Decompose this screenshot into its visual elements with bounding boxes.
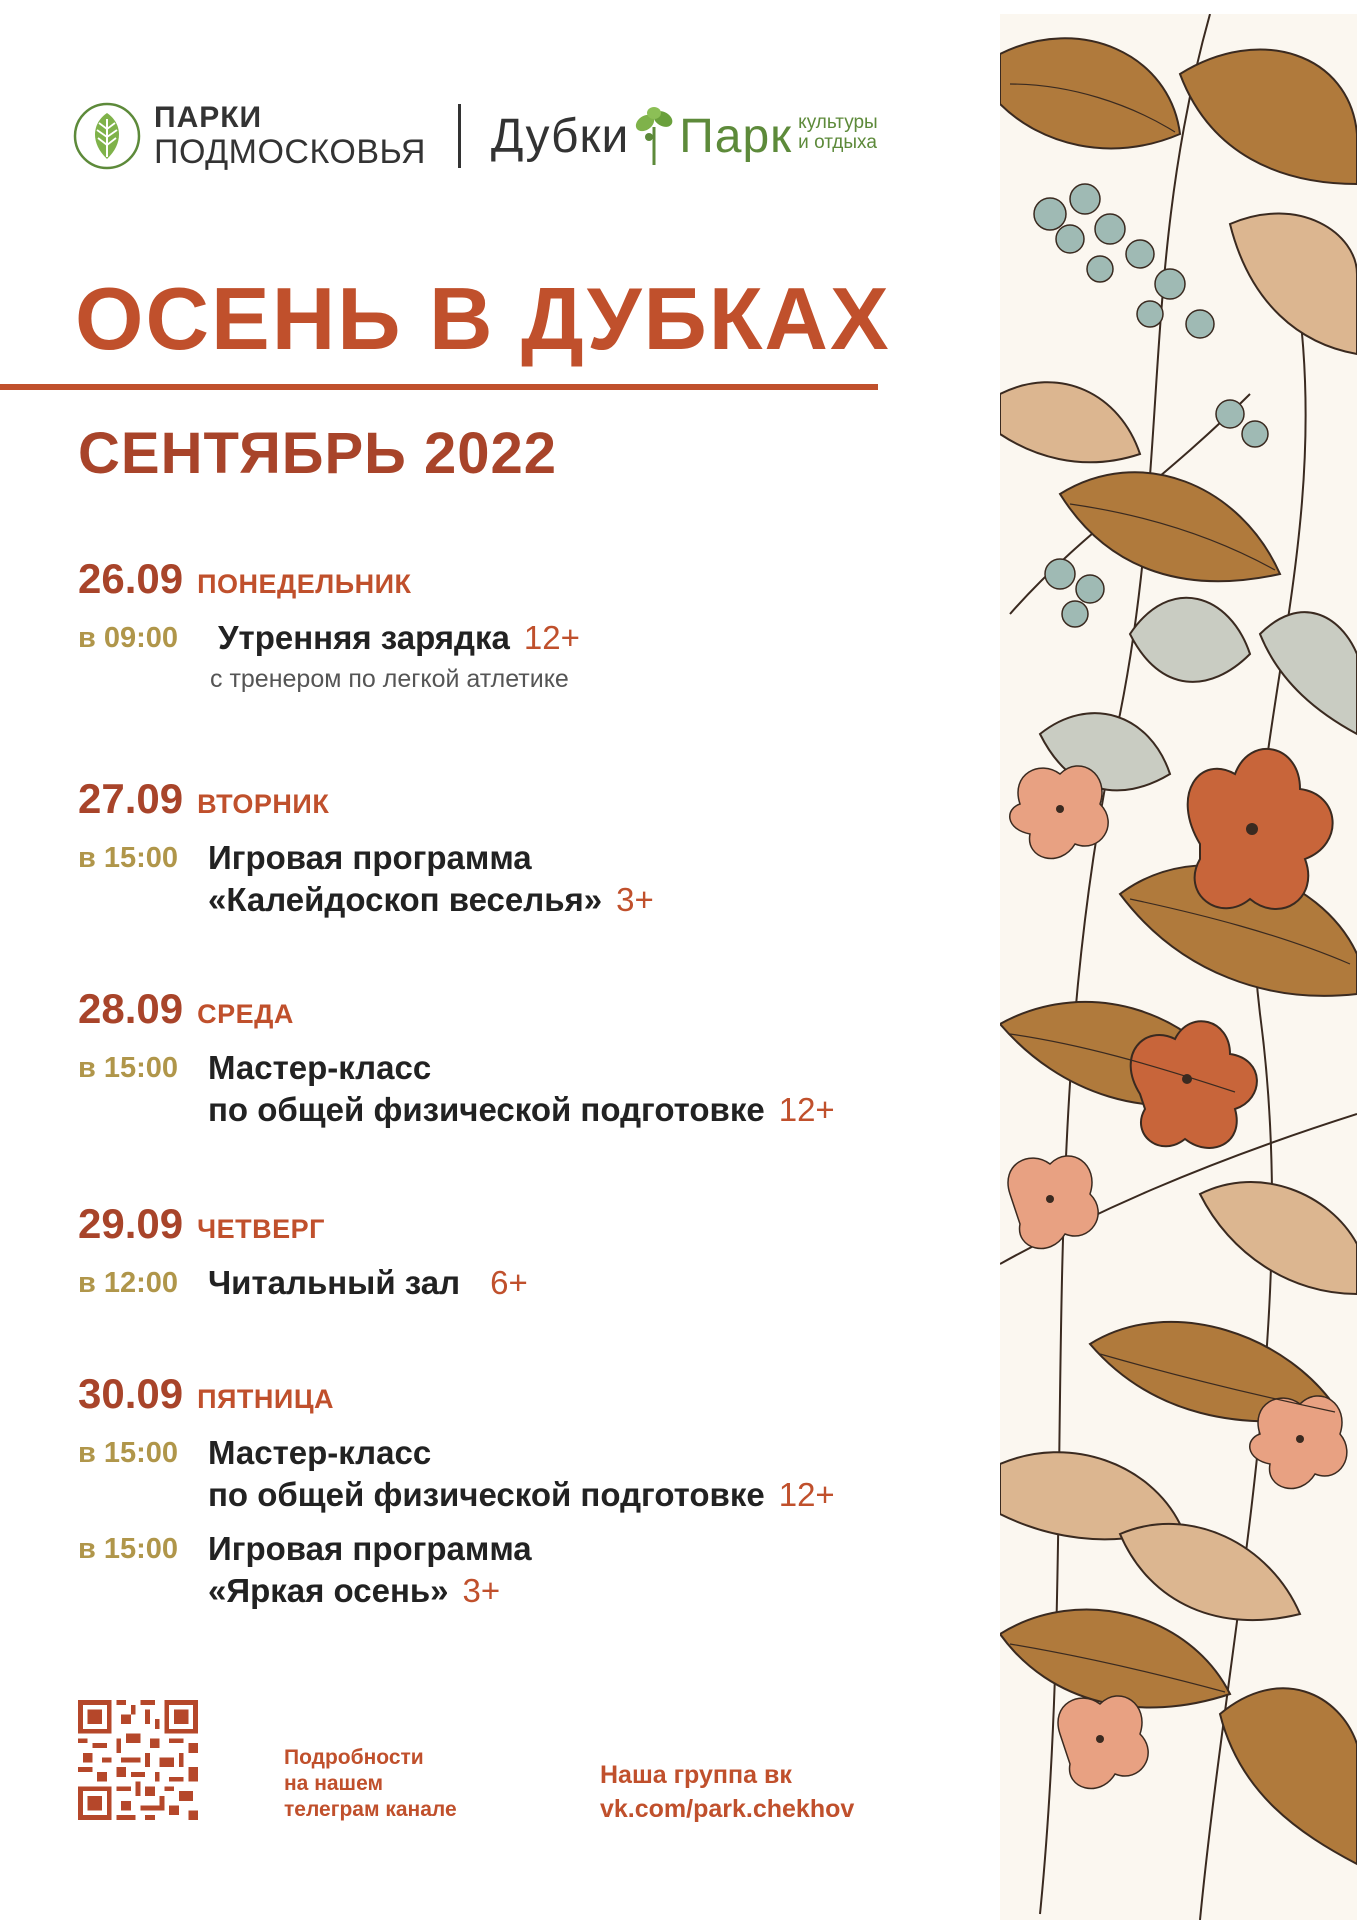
- brand2-word1: Дубки: [490, 109, 630, 163]
- brand2-tagline: [798, 113, 878, 153]
- schedule-day: [78, 1200, 878, 1304]
- event-title: [208, 1432, 835, 1516]
- page-subtitle: СЕНТЯБРЬ 2022: [78, 421, 558, 486]
- event-line: Игровая программа: [208, 1530, 532, 1567]
- event-time: в 15:00: [78, 842, 179, 874]
- day-weekday: ВТОРНИК: [197, 789, 330, 819]
- event-time: в 15:00: [78, 1533, 179, 1565]
- event-line: «Калейдоскоп веселья»: [208, 881, 603, 918]
- title-underline: [0, 384, 878, 390]
- age-rating: 12+: [778, 1091, 835, 1128]
- page-title: ОСЕНЬ В ДУБКАХ: [75, 269, 891, 368]
- event-time: в 12:00: [78, 1267, 179, 1299]
- day-header: [78, 555, 878, 605]
- day-date: 27.09: [78, 775, 184, 822]
- logo-divider: [458, 104, 461, 168]
- event-time: в 15:00: [78, 1052, 179, 1084]
- schedule-day: [78, 985, 878, 1131]
- day-weekday: ЧЕТВЕРГ: [197, 1214, 325, 1244]
- event-line: по общей физической подготовке: [208, 1476, 765, 1513]
- age-rating: 3+: [616, 881, 654, 918]
- day-header: [78, 1370, 878, 1420]
- schedule-day: [78, 775, 878, 921]
- dubki-wordmark: [491, 105, 878, 167]
- schedule-event: [78, 1047, 878, 1131]
- vk-group-label: Наша группа вк: [600, 1761, 792, 1789]
- schedule-event: [78, 837, 878, 921]
- event-title: [208, 837, 654, 921]
- day-date: 30.09: [78, 1370, 184, 1417]
- event-time: в 09:00: [78, 622, 179, 654]
- day-weekday: ПЯТНИЦА: [197, 1384, 335, 1414]
- telegram-line3: телеграм канале: [284, 1798, 457, 1821]
- brand1-line1: ПАРКИ: [154, 101, 263, 134]
- day-header: [78, 1200, 878, 1250]
- vk-info: [600, 1758, 854, 1826]
- schedule-day: [78, 555, 878, 694]
- event-line: Читальный зал: [208, 1264, 461, 1301]
- parki-leaf-logo-icon: [72, 101, 142, 171]
- schedule-event: [78, 617, 878, 659]
- age-rating: 12+: [778, 1476, 835, 1513]
- age-rating: 3+: [462, 1572, 501, 1609]
- event-line: по общей физической подготовке: [208, 1091, 765, 1128]
- telegram-line1: Подробности: [284, 1746, 424, 1769]
- brand2-tag-line2: и отдыха: [798, 132, 877, 153]
- brand2-tag-line1: культуры: [798, 112, 878, 134]
- event-line: Утренняя зарядка: [218, 619, 510, 656]
- event-line: Мастер-класс: [208, 1049, 432, 1086]
- vk-group-link[interactable]: vk.com/park.chekhov: [600, 1795, 855, 1823]
- age-rating: 6+: [490, 1264, 528, 1301]
- qr-code-icon[interactable]: [78, 1700, 198, 1820]
- schedule-event: [78, 1432, 878, 1516]
- day-date: 28.09: [78, 985, 184, 1032]
- event-line: «Яркая осень»: [208, 1572, 449, 1609]
- day-weekday: СРЕДА: [197, 999, 294, 1029]
- event-line: Мастер-класс: [208, 1434, 432, 1471]
- day-weekday: ПОНЕДЕЛЬНИК: [197, 569, 412, 599]
- schedule-event: [78, 1528, 878, 1612]
- event-title: [208, 1047, 835, 1131]
- event-title: [218, 617, 580, 659]
- oak-leaves-icon: [627, 105, 681, 167]
- day-date: 29.09: [78, 1200, 184, 1247]
- logo-bar: [72, 100, 878, 172]
- telegram-info: [284, 1745, 457, 1823]
- event-title: [208, 1262, 528, 1304]
- age-rating: 12+: [523, 619, 580, 656]
- day-header: [78, 775, 878, 825]
- schedule-event: [78, 1262, 878, 1304]
- day-date: 26.09: [78, 555, 184, 602]
- telegram-line2: на нашем: [284, 1772, 384, 1795]
- event-time: в 15:00: [78, 1437, 179, 1469]
- event-line: Игровая программа: [208, 839, 532, 876]
- day-header: [78, 985, 878, 1035]
- schedule-day: [78, 1370, 878, 1612]
- brand2-word2: Парк: [679, 109, 793, 163]
- brand1-line2: ПОДМОСКОВЬЯ: [154, 133, 426, 171]
- event-title: [208, 1528, 532, 1612]
- floral-pattern-illustration: [1000, 14, 1357, 1920]
- event-note: с тренером по легкой атлетике: [210, 665, 569, 693]
- parki-wordmark: [154, 103, 426, 169]
